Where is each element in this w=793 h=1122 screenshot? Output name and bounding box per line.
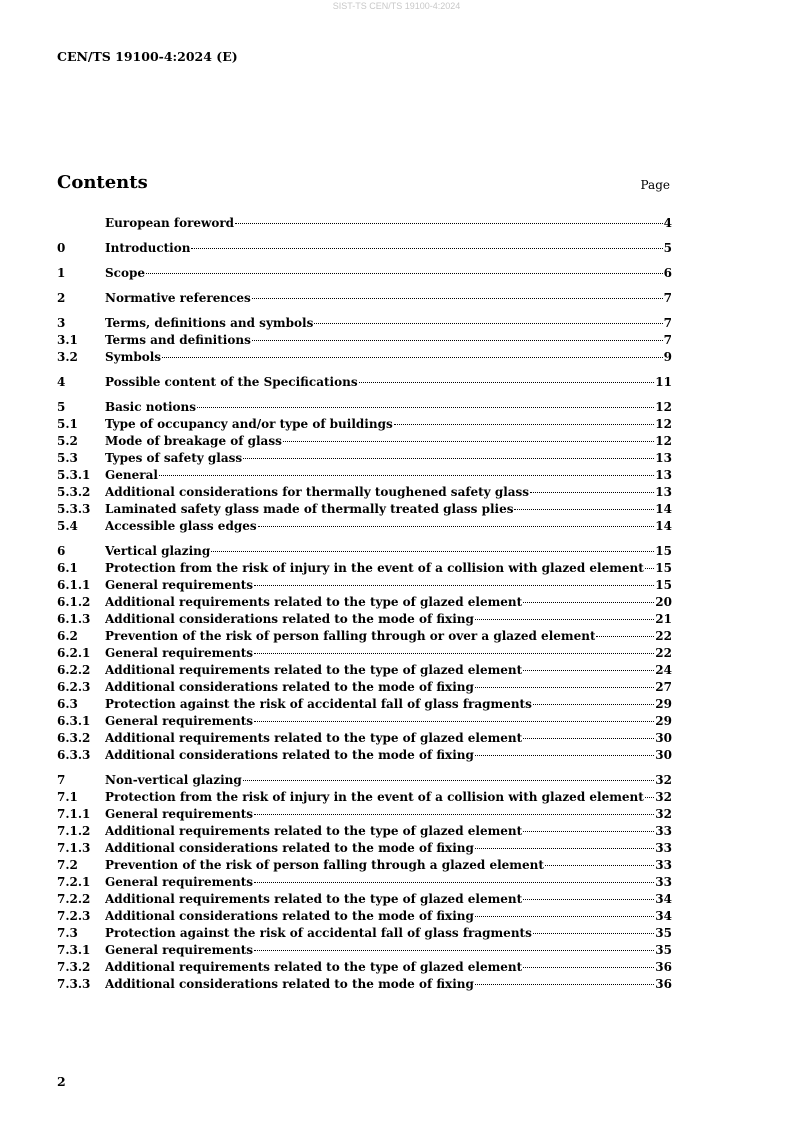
toc-entry[interactable] xyxy=(57,315,672,332)
toc-entry[interactable] xyxy=(57,399,672,416)
toc-entry[interactable] xyxy=(57,265,672,282)
toc-dot-leader xyxy=(475,984,654,985)
toc-entry-page: 32 xyxy=(655,790,672,804)
toc-dot-leader xyxy=(243,458,654,459)
toc-entry-number: 6.1.3 xyxy=(57,612,91,626)
toc-entry-page: 5 xyxy=(663,241,672,255)
toc-dot-leader xyxy=(514,509,654,510)
toc-entry[interactable] xyxy=(57,611,672,628)
toc-entry-number: 6 xyxy=(57,544,66,558)
toc-entry-page: 34 xyxy=(655,909,672,923)
toc-entry-title: General requirements xyxy=(105,943,254,957)
toc-entry-number: 6.1.2 xyxy=(57,595,91,609)
toc-entry-number: 3.1 xyxy=(57,333,78,347)
page-number: 2 xyxy=(57,1074,66,1089)
toc-entry[interactable] xyxy=(57,332,672,349)
toc-entry-page: 30 xyxy=(655,731,672,745)
toc-dot-leader xyxy=(254,585,654,586)
toc-entry[interactable] xyxy=(57,349,672,366)
toc-entry-page: 9 xyxy=(663,350,672,364)
toc-dot-leader xyxy=(283,441,654,442)
toc-entry-page: 12 xyxy=(655,417,672,431)
toc-entry-page: 21 xyxy=(655,612,672,626)
toc-dot-leader xyxy=(596,636,654,637)
toc-entry-title: Additional requirements related to the type of glazed element xyxy=(105,824,523,838)
toc-entry-page: 27 xyxy=(655,680,672,694)
toc-entry-title: Protection against the risk of accidental fall of glass fragments xyxy=(105,697,532,711)
toc-entry-title: Additional requirements related to the type of glazed element xyxy=(105,595,523,609)
toc-dot-leader xyxy=(162,357,663,358)
toc-entry-title: Non-vertical glazing xyxy=(105,773,242,787)
toc-entry[interactable] xyxy=(57,594,672,611)
toc-entry-page: 30 xyxy=(655,748,672,762)
toc-entry-number: 5 xyxy=(57,400,66,414)
toc-entry-title: General requirements xyxy=(105,578,254,592)
toc-entry-number: 7.1.2 xyxy=(57,824,91,838)
toc-dot-leader xyxy=(523,738,654,739)
toc-entry-page: 36 xyxy=(655,977,672,991)
toc-entry-number: 7.3 xyxy=(57,926,78,940)
toc-entry[interactable] xyxy=(57,696,672,713)
toc-entry[interactable] xyxy=(57,908,672,925)
toc-entry-number: 6.3.2 xyxy=(57,731,91,745)
toc-dot-leader xyxy=(475,687,654,688)
toc-entry-number: 6.3 xyxy=(57,697,78,711)
toc-entry[interactable] xyxy=(57,374,672,391)
toc-entry-number: 7.1.3 xyxy=(57,841,91,855)
toc-entry-page: 35 xyxy=(655,943,672,957)
toc-entry-title: Additional considerations related to the mode of fixing xyxy=(105,909,474,923)
toc-entry-title: Vertical glazing xyxy=(105,544,211,558)
toc-entry-title: Mode of breakage of glass xyxy=(105,434,282,448)
toc-entry[interactable] xyxy=(57,959,672,976)
toc-entry-page: 15 xyxy=(655,578,672,592)
toc-entry-number: 7.1 xyxy=(57,790,78,804)
toc-dot-leader xyxy=(254,814,654,815)
toc-dot-leader xyxy=(523,967,654,968)
toc-entry[interactable] xyxy=(57,925,672,942)
toc-dot-leader xyxy=(645,568,654,569)
toc-dot-leader xyxy=(359,382,655,383)
toc-entry-page: 14 xyxy=(655,519,672,533)
toc-entry-title: Terms, definitions and symbols xyxy=(105,316,314,330)
toc-entry-page: 29 xyxy=(655,697,672,711)
toc-entry-number: 6.2.1 xyxy=(57,646,91,660)
toc-entry[interactable] xyxy=(57,433,672,450)
toc-dot-leader xyxy=(254,950,654,951)
toc-entry-title: General requirements xyxy=(105,714,254,728)
toc-entry-page: 33 xyxy=(655,858,672,872)
toc-dot-leader xyxy=(545,865,654,866)
toc-entry-title: Types of safety glass xyxy=(105,451,243,465)
toc-entry-page: 13 xyxy=(655,451,672,465)
toc-entry[interactable] xyxy=(57,747,672,764)
toc-entry-number: 7.2 xyxy=(57,858,78,872)
toc-dot-leader xyxy=(254,653,654,654)
toc-entry-title: General requirements xyxy=(105,807,254,821)
toc-entry-page: 7 xyxy=(663,316,672,330)
contents-heading: Contents xyxy=(57,172,148,193)
toc-entry-title: Scope xyxy=(105,266,146,280)
toc-entry-number: 1 xyxy=(57,266,66,280)
toc-entry-page: 6 xyxy=(663,266,672,280)
toc-entry[interactable] xyxy=(57,891,672,908)
toc-entry-number: 5.3.3 xyxy=(57,502,91,516)
toc-dot-leader xyxy=(475,848,654,849)
toc-entry-page: 36 xyxy=(655,960,672,974)
toc-entry-title: European foreword xyxy=(105,216,235,230)
toc-dot-leader xyxy=(475,916,654,917)
toc-dot-leader xyxy=(146,273,663,274)
toc-entry-page: 33 xyxy=(655,824,672,838)
toc-dot-leader xyxy=(533,704,654,705)
toc-entry[interactable] xyxy=(57,645,672,662)
toc-entry-page: 33 xyxy=(655,841,672,855)
toc-dot-leader xyxy=(243,780,655,781)
toc-dot-leader xyxy=(394,424,655,425)
toc-dot-leader xyxy=(523,670,654,671)
toc-dot-leader xyxy=(191,248,662,249)
toc-entry-title: General xyxy=(105,468,158,482)
toc-entry-number: 7.2.2 xyxy=(57,892,91,906)
toc-entry-page: 32 xyxy=(655,807,672,821)
toc-entry-number: 5.3.2 xyxy=(57,485,91,499)
toc-entry-title: Possible content of the Specifications xyxy=(105,375,358,389)
toc-entry-page: 13 xyxy=(655,485,672,499)
toc-entry-number: 7.2.1 xyxy=(57,875,91,889)
toc-entry[interactable] xyxy=(57,467,672,484)
toc-entry-number: 3.2 xyxy=(57,350,78,364)
toc-entry-number: 6.2 xyxy=(57,629,78,643)
toc-entry-page: 15 xyxy=(655,544,672,558)
toc-entry-number: 5.1 xyxy=(57,417,78,431)
toc-entry[interactable] xyxy=(57,501,672,518)
toc-entry-number: 6.2.2 xyxy=(57,663,91,677)
toc-entry[interactable] xyxy=(57,628,672,645)
toc-entry-number: 5.2 xyxy=(57,434,78,448)
toc-entry-number: 4 xyxy=(57,375,66,389)
toc-entry[interactable] xyxy=(57,679,672,696)
toc-dot-leader xyxy=(159,475,654,476)
toc-entry-title: Protection against the risk of accidental fall of glass fragments xyxy=(105,926,532,940)
toc-entry-page: 7 xyxy=(663,291,672,305)
toc-entry[interactable] xyxy=(57,976,672,993)
toc-entry[interactable] xyxy=(57,857,672,874)
toc-entry-number: 6.3.1 xyxy=(57,714,91,728)
toc-dot-leader xyxy=(252,340,663,341)
toc-entry-page: 33 xyxy=(655,875,672,889)
toc-entry-title: Additional requirements related to the type of glazed element xyxy=(105,731,523,745)
toc-entry-number: 6.1 xyxy=(57,561,78,575)
toc-entry-title: Type of occupancy and/or type of buildings xyxy=(105,417,393,431)
toc-entry-page: 4 xyxy=(663,216,672,230)
toc-dot-leader xyxy=(211,551,654,552)
toc-dot-leader xyxy=(523,602,654,603)
toc-entry[interactable] xyxy=(57,730,672,747)
toc-entry-page: 12 xyxy=(655,434,672,448)
toc-entry[interactable] xyxy=(57,662,672,679)
toc-dot-leader xyxy=(254,721,654,722)
toc-entry[interactable] xyxy=(57,942,672,959)
toc-entry-number: 7.2.3 xyxy=(57,909,91,923)
toc-entry-title: Protection from the risk of injury in the event of a collision with glazed element xyxy=(105,561,644,575)
toc-entry-title: Additional requirements related to the type of glazed element xyxy=(105,892,523,906)
toc-entry-page: 35 xyxy=(655,926,672,940)
toc-entry-title: Normative references xyxy=(105,291,251,305)
toc-entry-number: 6.3.3 xyxy=(57,748,91,762)
toc-entry[interactable] xyxy=(57,450,672,467)
toc-entry-number: 7.3.1 xyxy=(57,943,91,957)
toc-entry-title: Protection from the risk of injury in the event of a collision with glazed element xyxy=(105,790,644,804)
page-column-heading: Page xyxy=(640,178,670,192)
toc-dot-leader xyxy=(235,223,663,224)
toc-entry-number: 5.3.1 xyxy=(57,468,91,482)
toc-entry-number: 7.3.3 xyxy=(57,977,91,991)
toc-entry-number: 7.1.1 xyxy=(57,807,91,821)
toc-entry-title: General requirements xyxy=(105,875,254,889)
toc-entry-number: 3 xyxy=(57,316,66,330)
toc-entry[interactable] xyxy=(57,789,672,806)
toc-entry-title: Additional requirements related to the type of glazed element xyxy=(105,663,523,677)
toc-entry-page: 7 xyxy=(663,333,672,347)
toc-entry-title: Laminated safety glass made of thermally treated glass plies xyxy=(105,502,514,516)
toc-dot-leader xyxy=(523,831,654,832)
toc-entry-page: 22 xyxy=(655,646,672,660)
toc-entry-number: 7 xyxy=(57,773,66,787)
toc-entry-title: Basic notions xyxy=(105,400,197,414)
toc-entry[interactable] xyxy=(57,543,672,560)
toc-entry[interactable] xyxy=(57,215,672,232)
toc-dot-leader xyxy=(314,323,662,324)
toc-dot-leader xyxy=(475,619,654,620)
toc-entry-title: Additional considerations related to the mode of fixing xyxy=(105,841,474,855)
toc-entry-page: 11 xyxy=(655,375,672,389)
toc-entry[interactable] xyxy=(57,874,672,891)
toc-entry-page: 29 xyxy=(655,714,672,728)
toc-entry-title: Symbols xyxy=(105,350,162,364)
toc-entry-page: 22 xyxy=(655,629,672,643)
toc-entry-number: 0 xyxy=(57,241,66,255)
toc-dot-leader xyxy=(258,526,655,527)
toc-entry[interactable] xyxy=(57,484,672,501)
toc-entry[interactable] xyxy=(57,290,672,307)
toc-entry[interactable] xyxy=(57,240,672,257)
toc-entry-title: Additional considerations related to the mode of fixing xyxy=(105,680,474,694)
toc-entry-title: Additional considerations related to the mode of fixing xyxy=(105,977,474,991)
toc-entry-page: 13 xyxy=(655,468,672,482)
toc-entry[interactable] xyxy=(57,806,672,823)
toc-entry-number: 6.2.3 xyxy=(57,680,91,694)
toc-entry-title: Prevention of the risk of person falling through a glazed element xyxy=(105,858,544,872)
toc-dot-leader xyxy=(645,797,654,798)
toc-entry-title: Accessible glass edges xyxy=(105,519,257,533)
toc-entry-number: 5.4 xyxy=(57,519,78,533)
toc-entry-title: Additional considerations related to the mode of fixing xyxy=(105,748,474,762)
toc-dot-leader xyxy=(530,492,654,493)
toc-entry-number: 6.1.1 xyxy=(57,578,91,592)
toc-entry-page: 14 xyxy=(655,502,672,516)
toc-entry[interactable] xyxy=(57,560,672,577)
toc-entry-title: Additional requirements related to the type of glazed element xyxy=(105,960,523,974)
toc-entry[interactable] xyxy=(57,840,672,857)
table-of-contents xyxy=(57,215,672,993)
toc-entry-page: 32 xyxy=(655,773,672,787)
toc-dot-leader xyxy=(197,407,654,408)
toc-entry-page: 12 xyxy=(655,400,672,414)
toc-entry[interactable] xyxy=(57,713,672,730)
toc-entry-number: 5.3 xyxy=(57,451,78,465)
toc-entry[interactable] xyxy=(57,577,672,594)
document-identifier: CEN/TS 19100-4:2024 (E) xyxy=(57,49,238,64)
toc-entry-title: Terms and definitions xyxy=(105,333,251,347)
toc-entry-title: Introduction xyxy=(105,241,191,255)
toc-entry-title: General requirements xyxy=(105,646,254,660)
toc-dot-leader xyxy=(254,882,654,883)
toc-entry-page: 24 xyxy=(655,663,672,677)
toc-dot-leader xyxy=(533,933,654,934)
toc-dot-leader xyxy=(252,298,663,299)
toc-entry[interactable] xyxy=(57,823,672,840)
toc-entry-page: 20 xyxy=(655,595,672,609)
toc-entry-number: 7.3.2 xyxy=(57,960,91,974)
watermark: SIST-TS CEN/TS 19100-4:2024 xyxy=(332,1,461,11)
toc-dot-leader xyxy=(475,755,654,756)
toc-dot-leader xyxy=(523,899,654,900)
toc-entry-number: 2 xyxy=(57,291,66,305)
toc-entry[interactable] xyxy=(57,518,672,535)
toc-entry-title: Prevention of the risk of person falling through or over a glazed element xyxy=(105,629,596,643)
toc-entry[interactable] xyxy=(57,416,672,433)
toc-entry-title: Additional considerations related to the mode of fixing xyxy=(105,612,474,626)
toc-entry[interactable] xyxy=(57,772,672,789)
toc-entry-title: Additional considerations for thermally toughened safety glass xyxy=(105,485,530,499)
toc-entry-page: 15 xyxy=(655,561,672,575)
toc-entry-page: 34 xyxy=(655,892,672,906)
